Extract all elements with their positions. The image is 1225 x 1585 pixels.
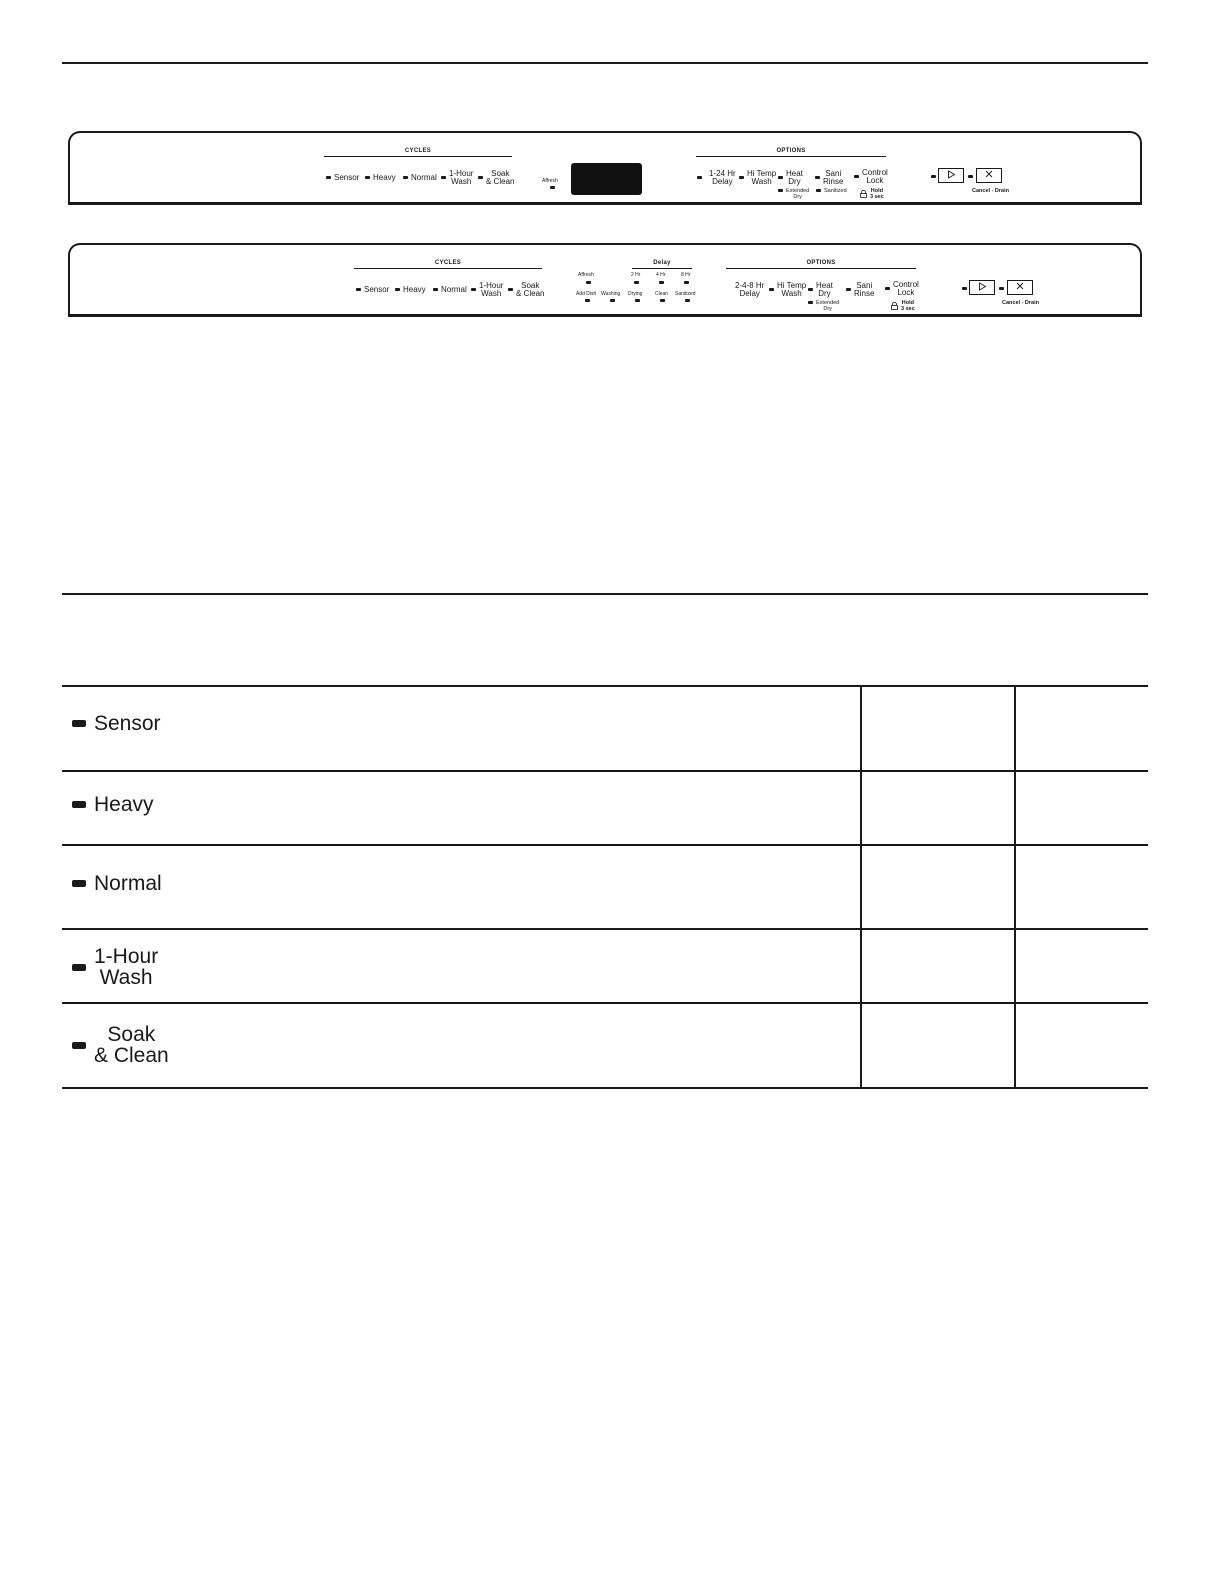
column-divider	[860, 846, 862, 928]
status-clean-indicator	[660, 299, 665, 302]
cycle-1hour-wash-button[interactable]: 1-Hour Wash	[471, 282, 503, 297]
indicator-light	[365, 176, 370, 179]
lock-icon	[891, 302, 898, 310]
cycle-sensor: Sensor	[72, 713, 161, 734]
control-panel-a	[68, 131, 1142, 205]
indicator-light	[854, 175, 859, 178]
indicator-light	[72, 1042, 86, 1049]
table-row	[62, 685, 1148, 770]
play-icon	[947, 170, 956, 182]
start-indicator	[962, 287, 967, 290]
option-hi-temp-wash-button[interactable]: Hi Temp Wash	[769, 282, 806, 297]
option-heat-dry-button[interactable]: Heat Dry	[808, 282, 833, 297]
option-sani-rinse-button[interactable]: Sani Rinse	[815, 170, 843, 185]
cancel-drain-button[interactable]	[1007, 280, 1033, 295]
delay-2hr-label: 2 Hr	[631, 272, 641, 278]
column-divider	[860, 772, 862, 844]
cycle-normal-button[interactable]: Normal	[403, 174, 437, 182]
column-divider	[1014, 687, 1016, 770]
indicator-light	[697, 176, 702, 179]
indicator-light	[808, 288, 813, 291]
option-heat-dry-button[interactable]: Heat Dry	[778, 170, 803, 185]
hold-lock-hint: Hold 3 sec	[891, 300, 915, 312]
status-clean-label: Clean	[655, 291, 669, 297]
lock-icon	[860, 190, 867, 198]
indicator-light	[778, 189, 783, 192]
cancel-drain-label: Cancel - Drain	[1002, 300, 1039, 306]
status-add-dish-indicator	[585, 299, 590, 302]
indicator-light	[815, 176, 820, 179]
column-divider	[1014, 1004, 1016, 1087]
cycle-heavy-button[interactable]: Heavy	[365, 174, 396, 182]
affresh-label: Affresh	[578, 272, 594, 278]
indicator-light	[885, 287, 890, 290]
status-sanitized-label: Sanitized	[675, 291, 696, 297]
cycle-heavy-button[interactable]: Heavy	[395, 286, 426, 294]
cycle-normal: Normal	[72, 873, 162, 894]
indicator-light	[739, 176, 744, 179]
option-delay-button[interactable]: 2-4-8 Hr Delay	[735, 281, 765, 298]
indicator-light	[72, 801, 86, 808]
hold-lock-hint: Hold 3 sec	[860, 188, 884, 200]
option-sani-rinse-button[interactable]: Sani Rinse	[846, 282, 874, 297]
top-rule	[62, 62, 1148, 64]
delay-8hr-indicator	[684, 281, 689, 284]
digital-display	[571, 163, 642, 195]
cycle-sensor-button[interactable]: Sensor	[326, 174, 359, 182]
indicator-light	[769, 288, 774, 291]
column-divider	[860, 930, 862, 1002]
delay-title: Delay	[632, 260, 692, 269]
column-divider	[1014, 846, 1016, 928]
cycle-soak-clean-button[interactable]: Soak & Clean	[508, 282, 544, 297]
cancel-indicator	[999, 287, 1004, 290]
table-row	[62, 844, 1148, 928]
affresh-indicator	[550, 186, 555, 189]
indicator-light	[808, 301, 813, 304]
column-divider	[1014, 772, 1016, 844]
option-delay-button[interactable]: 1-24 Hr Delay	[697, 170, 736, 185]
sanitized-status: Sanitized	[816, 188, 847, 194]
start-button[interactable]	[938, 168, 964, 183]
option-hi-temp-wash-button[interactable]: Hi Temp Wash	[739, 170, 776, 185]
start-indicator	[931, 175, 936, 178]
extended-dry-status: Extended Dry	[778, 188, 809, 200]
play-icon	[978, 282, 987, 294]
indicator-light	[846, 288, 851, 291]
status-washing-label: Washing	[601, 291, 621, 297]
indicator-light	[441, 176, 446, 179]
indicator-light	[471, 288, 476, 291]
section-rule	[62, 593, 1148, 595]
column-divider	[1014, 930, 1016, 1002]
status-sanitized-indicator	[685, 299, 690, 302]
delay-4hr-indicator	[659, 281, 664, 284]
delay-8hr-label: 8 Hr	[681, 272, 691, 278]
cycle-table	[62, 685, 1148, 1089]
indicator-light	[478, 176, 483, 179]
close-icon	[1016, 282, 1024, 293]
extended-dry-status: Extended Dry	[808, 300, 839, 312]
cycle-heavy: Heavy	[72, 794, 154, 815]
status-drying-indicator	[635, 299, 640, 302]
option-control-lock-button[interactable]: Control Lock	[885, 281, 919, 296]
option-control-lock-button[interactable]: Control Lock	[854, 169, 888, 184]
cycle-soak-clean-button[interactable]: Soak & Clean	[478, 170, 514, 185]
cancel-drain-button[interactable]	[976, 168, 1002, 183]
table-row	[62, 1002, 1148, 1089]
cancel-indicator	[968, 175, 973, 178]
cycle-1hour-wash: 1-Hour Wash	[72, 946, 158, 988]
cycles-title: CYCLES	[354, 260, 542, 269]
table-row	[62, 770, 1148, 844]
table-row	[62, 928, 1148, 1002]
status-add-dish-label: Add Dish	[576, 291, 597, 297]
delay-4hr-label: 4 Hr	[656, 272, 666, 278]
cycle-sensor-button[interactable]: Sensor	[356, 286, 389, 294]
column-divider	[860, 687, 862, 770]
options-title: OPTIONS	[726, 260, 916, 269]
indicator-light	[326, 176, 331, 179]
indicator-light	[778, 176, 783, 179]
indicator-light	[816, 189, 821, 192]
cycle-1hour-wash-button[interactable]: 1-Hour Wash	[441, 170, 473, 185]
close-icon	[985, 170, 993, 181]
status-washing-indicator	[610, 299, 615, 302]
indicator-light	[403, 176, 408, 179]
start-button[interactable]	[969, 280, 995, 295]
control-panel-b	[68, 243, 1142, 317]
cycle-normal-button[interactable]: Normal	[433, 286, 467, 294]
cancel-drain-label: Cancel - Drain	[972, 188, 1009, 194]
options-title: OPTIONS	[696, 148, 886, 157]
status-drying-label: Drying	[628, 291, 643, 297]
indicator-light	[72, 720, 86, 727]
affresh-indicator	[586, 281, 591, 284]
delay-2hr-indicator	[634, 281, 639, 284]
cycle-soak-clean: Soak & Clean	[72, 1024, 169, 1066]
affresh-label: Affresh	[542, 178, 558, 184]
indicator-light	[356, 288, 361, 291]
indicator-light	[395, 288, 400, 291]
indicator-light	[72, 964, 86, 971]
column-divider	[860, 1004, 862, 1087]
indicator-light	[72, 880, 86, 887]
indicator-light	[508, 288, 513, 291]
cycles-title: CYCLES	[324, 148, 512, 157]
indicator-light	[433, 288, 438, 291]
